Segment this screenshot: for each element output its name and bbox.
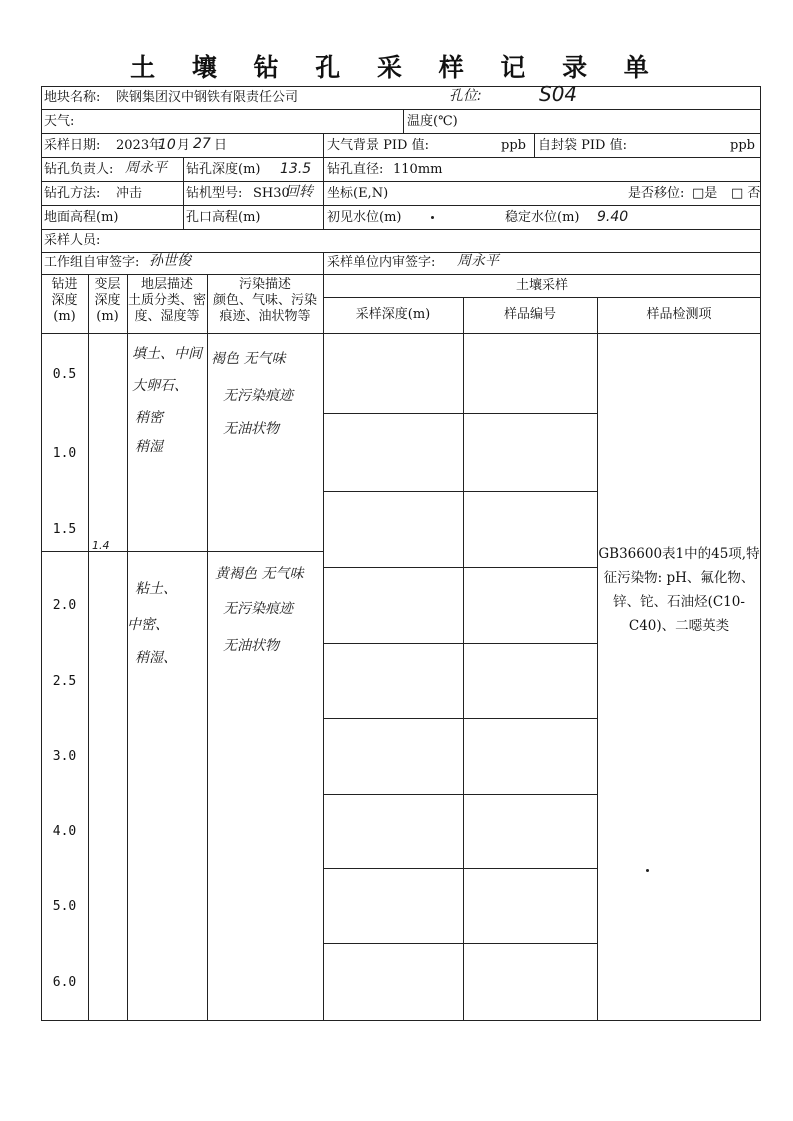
pollution-note: 褐色 无气味 [211,351,286,367]
rule [41,181,761,182]
hole-number-handwritten: S04 [539,82,578,106]
sampling-month-handwritten: 10 [158,137,176,153]
pen-mark [431,216,434,219]
relocated-label: 是否移位: [628,186,685,201]
rule [183,157,184,229]
strata-note: 中密、 [127,617,169,633]
drill-method-value: 冲击 [116,186,143,201]
depth-label: 1.0 [52,446,77,461]
rule [323,297,761,298]
temperature-label: 温度(℃) [407,114,458,129]
rule [323,794,597,795]
initial-water-level-label: 初见水位(m) [327,210,402,225]
rule [323,252,324,274]
unit-review-signature: 周永平 [457,253,499,269]
drill-leader-handwritten: 周永平 [125,160,167,176]
header-strata: 地层描述 土质分类、密 度、湿度等 [127,277,206,324]
rule [41,205,761,206]
day-unit: 日 [214,138,228,153]
rule [41,133,761,134]
pollution-note: 黄褐色 无气味 [215,566,304,582]
coordinate-label: 坐标(E,N) [327,186,389,201]
stable-water-level-handwritten: 9.40 [597,209,629,225]
sampling-day-handwritten: 27 [193,136,211,152]
rule [463,297,464,1020]
sampling-record-form [41,82,761,1021]
unit-review-label: 采样单位内审签字: [327,255,436,270]
weather-label: 天气: [44,114,75,129]
strata-boundary-line [41,551,323,552]
depth-label: 0.5 [52,367,77,382]
rule [323,643,597,644]
header-drill-depth: 钻进 深度 (m) [51,277,78,324]
drill-diameter-label: 钻孔直径: [327,162,384,177]
team-self-review-signature: 孙世俊 [149,253,191,269]
rig-model-value: SH30 [253,186,290,201]
header-pollution: 污染描述 颜色、气味、污染 痕迹、油状物等 [212,277,317,324]
strata-note: 稍密 [135,410,163,426]
depth-label: 3.0 [52,749,77,764]
relocated-no-checkbox[interactable]: □ 否 [731,186,761,201]
change-depth-handwritten: 1.4 [92,539,110,552]
test-items-text: GB36600表1中的45项,特征污染物: pH、氟化物、锌、铊、石油烃(C10-C40)、二噁英类 [598,546,760,634]
rule [597,297,598,1020]
rule [41,86,761,87]
depth-label: 4.0 [52,824,77,839]
header-sample-depth: 采样深度(m) [355,307,431,322]
rule [403,109,404,133]
rule [323,718,597,719]
pollution-note: 无油状物 [223,638,279,654]
drill-method-label: 钻孔方法: [44,186,101,201]
bag-pid-label: 自封袋 PID 值: [538,138,627,153]
rule [323,943,597,944]
strata-note: 大卵石、 [132,378,188,394]
header-change-depth: 变层 深度 (m) [94,277,121,324]
site-name-value: 陕钢集团汉中钢铁有限责任公司 [116,90,299,105]
sampling-date-label: 采样日期: [44,138,101,153]
page-title: 土 壤 钻 孔 采 样 记 录 单 [130,53,663,82]
depth-label: 6.0 [52,975,77,990]
site-name-label: 地块名称: [44,90,101,105]
bag-pid-unit: ppb [730,138,755,153]
drill-diameter-value: 110mm [393,162,443,177]
background-pid-unit: ppb [501,138,526,153]
depth-label: 2.5 [52,674,77,689]
depth-label: 1.5 [52,522,77,537]
rule [323,274,324,1020]
rule [41,109,761,110]
rule [127,274,128,1020]
rig-model-label: 钻机型号: [186,186,243,201]
rule [207,274,208,1020]
drill-depth-label: 钻孔深度(m) [186,162,261,177]
background-pid-label: 大气背景 PID 值: [327,138,429,153]
ground-elevation-label: 地面高程(m) [44,210,119,225]
header-test-items: 样品检测项 [646,307,712,322]
rule [88,274,89,1020]
strata-note: 稍湿 [135,439,163,455]
drill-leader-label: 钻孔负责人: [44,162,114,177]
strata-note: 粘土、 [135,581,177,597]
rule [41,333,761,334]
hole-elevation-label: 孔口高程(m) [186,210,261,225]
strata-note: 稍湿、 [135,650,177,666]
depth-label: 5.0 [52,899,77,914]
rule [41,274,761,275]
rule [41,1020,761,1021]
rule [323,868,597,869]
relocated-yes-checkbox[interactable]: □是 [692,186,718,201]
drill-depth-handwritten: 13.5 [280,161,312,177]
rule [41,157,761,158]
team-self-review-label: 工作组自审签字: [44,255,140,270]
header-soil-sampling: 土壤采样 [515,278,568,293]
rule [41,229,761,230]
sampling-date-year: 2023年 [116,138,163,153]
strata-note: 填土、中间 [132,346,202,362]
rule [323,567,597,568]
pen-mark [646,869,649,872]
stable-water-level-label: 稳定水位(m) [505,210,580,225]
depth-label: 2.0 [52,598,77,613]
rig-type-handwritten: 回转 [285,184,313,200]
rule [323,491,597,492]
pollution-note: 无污染痕迹 [223,388,293,404]
rule [534,133,535,157]
sampler-label: 采样人员: [44,233,101,248]
rule [323,133,324,229]
header-sample-number: 样品编号 [503,307,556,322]
hole-label-handwritten: 孔位: [449,88,482,104]
pollution-note: 无油状物 [223,421,279,437]
month-unit: 月 [177,138,191,153]
rule [41,86,42,1021]
pollution-note: 无污染痕迹 [223,601,293,617]
rule [323,413,597,414]
